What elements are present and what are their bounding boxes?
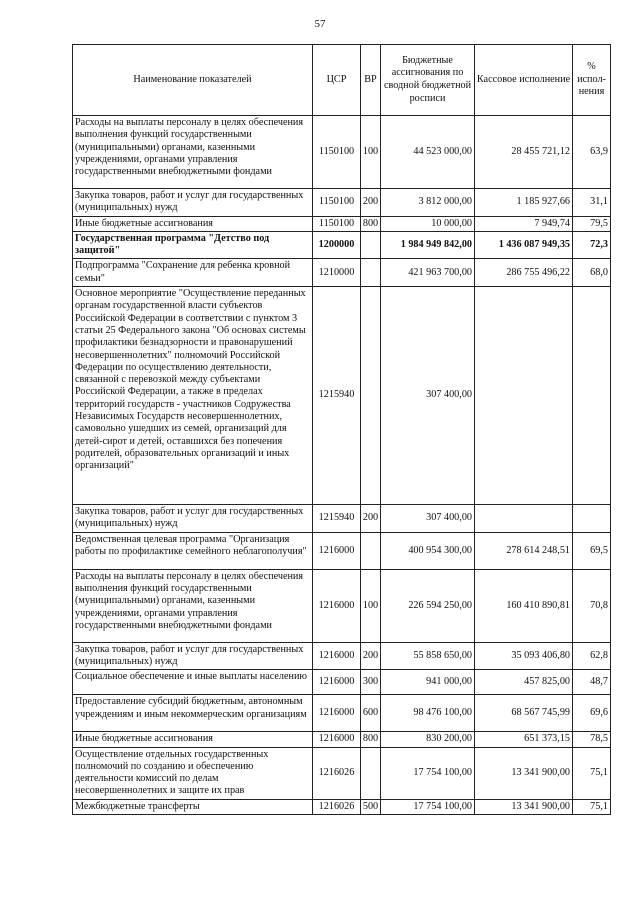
row-execution-cell: 1 436 087 949,35 <box>475 231 573 259</box>
row-execution-cell <box>475 505 573 533</box>
header-allocations: Бюджетные ассигнования по сводной бюджетной росписи <box>381 45 475 116</box>
row-execution-cell: 68 567 745,99 <box>475 695 573 732</box>
table-row <box>73 116 611 189</box>
row-csr-cell: 1216000 <box>313 532 361 569</box>
row-percent-cell: 75,1 <box>573 747 611 799</box>
row-vr-cell: 200 <box>361 505 381 533</box>
row-vr-cell <box>361 287 381 505</box>
header-vr: ВР <box>361 45 381 116</box>
row-csr-cell: 1150100 <box>313 216 361 231</box>
row-vr-cell: 500 <box>361 799 381 814</box>
row-execution-cell: 160 410 890,81 <box>475 569 573 642</box>
row-percent-cell: 68,0 <box>573 259 611 287</box>
table-row <box>73 695 611 732</box>
table-row <box>73 287 611 505</box>
row-percent-cell <box>573 505 611 533</box>
table-row <box>73 189 611 217</box>
table-row <box>73 259 611 287</box>
row-csr-cell: 1216026 <box>313 799 361 814</box>
row-vr-cell: 800 <box>361 216 381 231</box>
row-execution-cell: 7 949,74 <box>475 216 573 231</box>
table-row <box>73 747 611 799</box>
row-percent-cell: 48,7 <box>573 670 611 695</box>
row-percent-cell: 69,6 <box>573 695 611 732</box>
table-row <box>73 670 611 695</box>
row-percent-cell: 70,8 <box>573 569 611 642</box>
row-vr-cell: 100 <box>361 116 381 189</box>
row-percent-cell: 69,5 <box>573 532 611 569</box>
row-allocation-cell: 421 963 700,00 <box>381 259 475 287</box>
row-name-cell: Предоставление субсидий бюджетным, автономным учреждениям и иным некоммерческим организациям <box>73 695 313 732</box>
row-name-cell: Иные бюджетные ассигнования <box>73 732 313 747</box>
row-name-cell: Ведомственная целевая программа "Организация работы по профилактике семейного неблагополучия" <box>73 532 313 569</box>
row-csr-cell: 1200000 <box>313 231 361 259</box>
row-execution-cell: 457 825,00 <box>475 670 573 695</box>
row-name-cell: Иные бюджетные ассигнования <box>73 216 313 231</box>
page-number: 57 <box>314 18 326 30</box>
row-execution-cell: 1 185 927,66 <box>475 189 573 217</box>
row-vr-cell <box>361 747 381 799</box>
row-allocation-cell: 1 984 949 842,00 <box>381 231 475 259</box>
row-vr-cell: 300 <box>361 670 381 695</box>
row-allocation-cell: 226 594 250,00 <box>381 569 475 642</box>
row-percent-cell: 72,3 <box>573 231 611 259</box>
row-name-cell: Закупка товаров, работ и услуг для государственных (муниципальных) нужд <box>73 505 313 533</box>
budget-execution-table <box>72 44 611 815</box>
row-name-cell: Подпрограмма "Сохранение для ребенка кровной семьи" <box>73 259 313 287</box>
row-allocation-cell: 10 000,00 <box>381 216 475 231</box>
table-row <box>73 216 611 231</box>
table-row <box>73 732 611 747</box>
row-vr-cell <box>361 231 381 259</box>
row-percent-cell: 62,8 <box>573 642 611 670</box>
row-csr-cell: 1216000 <box>313 569 361 642</box>
row-allocation-cell: 307 400,00 <box>381 505 475 533</box>
row-vr-cell: 200 <box>361 189 381 217</box>
row-csr-cell: 1150100 <box>313 116 361 189</box>
row-execution-cell: 13 341 900,00 <box>475 799 573 814</box>
row-allocation-cell: 830 200,00 <box>381 732 475 747</box>
row-allocation-cell: 55 858 650,00 <box>381 642 475 670</box>
row-vr-cell <box>361 259 381 287</box>
row-vr-cell: 100 <box>361 569 381 642</box>
row-execution-cell: 35 093 406,80 <box>475 642 573 670</box>
row-csr-cell: 1216000 <box>313 642 361 670</box>
row-vr-cell: 600 <box>361 695 381 732</box>
header-percent: % испол-нения <box>573 45 611 116</box>
row-name-cell: Государственная программа "Детство под защитой" <box>73 231 313 259</box>
row-vr-cell <box>361 532 381 569</box>
row-allocation-cell: 98 476 100,00 <box>381 695 475 732</box>
row-percent-cell <box>573 287 611 505</box>
table-row <box>73 231 611 259</box>
table-row <box>73 532 611 569</box>
row-execution-cell: 28 455 721,12 <box>475 116 573 189</box>
row-execution-cell: 278 614 248,51 <box>475 532 573 569</box>
row-name-cell: Расходы на выплаты персоналу в целях обеспечения выполнения функций государственными (муниципальными) органами, казенными учреждениями, органами управления государственными внебюджетными фондами <box>73 569 313 642</box>
row-name-cell: Основное мероприятие "Осуществление переданных органам государственной власти субъектов Российской Федерации в соответствии с пунктом 3 статьи 25 Федерального закона "Об основах системы профилактики безнадзорности и правонарушений несовершеннолетних" полномочий Российской Федерации по осуществлению деятельности, связанной с перевозкой между субъектами Российской Федерации, а также в пределах территорий государств - участников Содружества Независимых Государств несовершеннолетних, самовольно ушедших из семей, организаций для детей-сирот и детей, оставшихся без попечения родителей, образовательных организаций и иных организаций" <box>73 287 313 505</box>
row-execution-cell: 286 755 496,22 <box>475 259 573 287</box>
row-allocation-cell: 307 400,00 <box>381 287 475 505</box>
row-percent-cell: 78,5 <box>573 732 611 747</box>
row-allocation-cell: 400 954 300,00 <box>381 532 475 569</box>
row-execution-cell <box>475 287 573 505</box>
row-vr-cell: 800 <box>361 732 381 747</box>
header-csr: ЦСР <box>313 45 361 116</box>
row-percent-cell: 75,1 <box>573 799 611 814</box>
row-percent-cell: 79,5 <box>573 216 611 231</box>
row-allocation-cell: 17 754 100,00 <box>381 747 475 799</box>
header-name: Наименование показателей <box>73 45 313 116</box>
row-csr-cell: 1215940 <box>313 287 361 505</box>
row-csr-cell: 1210000 <box>313 259 361 287</box>
table-row <box>73 505 611 533</box>
row-execution-cell: 651 373,15 <box>475 732 573 747</box>
row-csr-cell: 1215940 <box>313 505 361 533</box>
table-row <box>73 642 611 670</box>
table-row <box>73 569 611 642</box>
row-csr-cell: 1216000 <box>313 695 361 732</box>
row-name-cell: Социальное обеспечение и иные выплаты населению <box>73 670 313 695</box>
row-name-cell: Межбюджетные трансферты <box>73 799 313 814</box>
row-name-cell: Закупка товаров, работ и услуг для государственных (муниципальных) нужд <box>73 189 313 217</box>
row-allocation-cell: 941 000,00 <box>381 670 475 695</box>
row-csr-cell: 1216000 <box>313 732 361 747</box>
row-allocation-cell: 3 812 000,00 <box>381 189 475 217</box>
row-allocation-cell: 17 754 100,00 <box>381 799 475 814</box>
header-execution: Кассовое исполнение <box>475 45 573 116</box>
table-header-row <box>73 45 611 116</box>
row-csr-cell: 1216026 <box>313 747 361 799</box>
row-allocation-cell: 44 523 000,00 <box>381 116 475 189</box>
table-row <box>73 799 611 814</box>
row-name-cell: Осуществление отдельных государственных полномочий по созданию и обеспечению деятельности комиссий по делам несовершеннолетних и защите их прав <box>73 747 313 799</box>
row-name-cell: Расходы на выплаты персоналу в целях обеспечения выполнения функций государственными (муниципальными) органами, казенными учреждениями, органами управления государственными внебюджетными фондами <box>73 116 313 189</box>
row-name-cell: Закупка товаров, работ и услуг для государственных (муниципальных) нужд <box>73 642 313 670</box>
row-execution-cell: 13 341 900,00 <box>475 747 573 799</box>
row-percent-cell: 63,9 <box>573 116 611 189</box>
row-percent-cell: 31,1 <box>573 189 611 217</box>
row-csr-cell: 1216000 <box>313 670 361 695</box>
row-csr-cell: 1150100 <box>313 189 361 217</box>
row-vr-cell: 200 <box>361 642 381 670</box>
